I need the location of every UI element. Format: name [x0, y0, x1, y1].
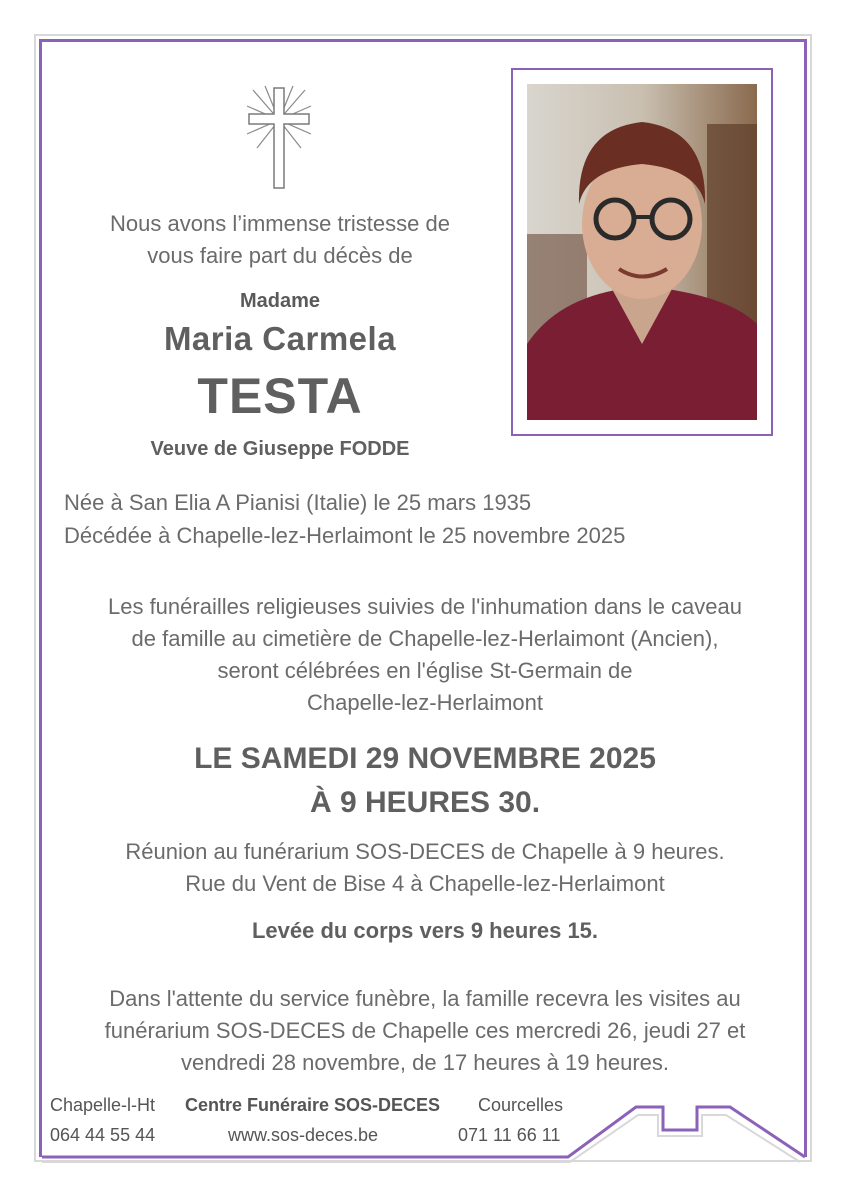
meeting-info [60, 836, 790, 900]
funeral-date-line: LE SAMEDI 29 NOVEMBRE 2025 [194, 742, 656, 775]
footer-website-link[interactable]: www.sos-deces.be [228, 1125, 379, 1145]
footer-right-phone: 071 11 66 11 [458, 1125, 561, 1145]
birth-line: Née à San Elia A Pianisi (Italie) le 25 mars 1935 [64, 490, 532, 515]
funeral-date [60, 737, 790, 825]
meeting-line-2: Rue du Vent de Bise 4 à Chapelle-lez-Herlaimont [185, 871, 665, 896]
deceased-last-name: TESTA [197, 368, 363, 424]
portrait-photo [527, 84, 757, 420]
intro-line-2: vous faire part du décès de [147, 243, 413, 268]
funeral-line: seront célébrées en l'église St-Germain de [217, 658, 633, 683]
deceased-first-names: Maria Carmela [163, 320, 397, 357]
deceased-title: Madame [239, 290, 321, 312]
intro-line-1: Nous avons l’immense tristesse de [110, 211, 450, 236]
portrait-frame [511, 68, 773, 436]
footer-center-name: Centre Funéraire SOS-DECES [185, 1095, 441, 1115]
intro-text [60, 208, 500, 272]
funeral-line: de famille au cimetière de Chapelle-lez-Herlaimont (Ancien), [131, 626, 719, 651]
widow-of: Veuve de Giuseppe FODDE [150, 438, 410, 460]
death-line: Décédée à Chapelle-lez-Herlaimont le 25 novembre 2025 [64, 523, 626, 548]
funeral-line: Chapelle-lez-Herlaimont [307, 690, 543, 715]
footer-right-city: Courcelles [478, 1095, 564, 1115]
birth-death-info [64, 486, 625, 552]
visits-info [52, 983, 798, 1079]
levee-info: Levée du corps vers 9 heures 15. [251, 918, 599, 943]
funeral-time-line: À 9 HEURES 30. [309, 786, 541, 819]
visits-line: funérarium SOS-DECES de Chapelle ces mercredi 26, jeudi 27 et [104, 1018, 746, 1043]
footer-left-city: Chapelle-l-Ht [50, 1095, 156, 1115]
visits-line: vendredi 28 novembre, de 17 heures à 19 heures. [181, 1050, 669, 1075]
funeral-line: Les funérailles religieuses suivies de l'inhumation dans le caveau [107, 594, 742, 619]
footer-left-phone: 064 44 55 44 [50, 1125, 156, 1145]
radiant-cross-icon [243, 84, 315, 194]
visits-line: Dans l'attente du service funèbre, la famille recevra les visites au [109, 986, 741, 1011]
meeting-line-1: Réunion au funérarium SOS-DECES de Chapelle à 9 heures. [125, 839, 725, 864]
funeral-announcement [60, 591, 790, 719]
